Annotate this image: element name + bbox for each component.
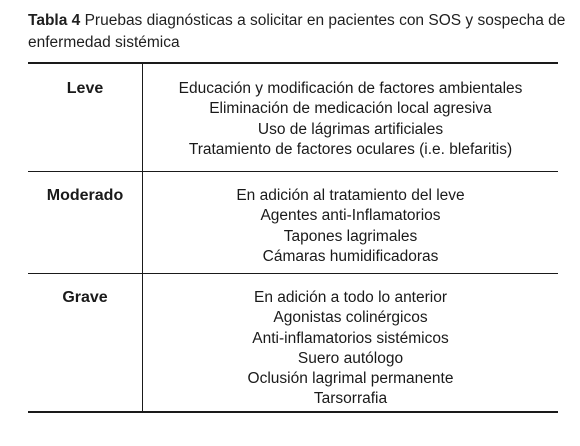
severity-label: Grave (62, 289, 108, 306)
list-item: Tratamiento de factores oculares (i.e. blefaritis) (188, 140, 513, 158)
table-row-leve (28, 64, 558, 172)
treatment-list (143, 79, 558, 160)
treatment-list (143, 288, 558, 410)
table-title: Pruebas diagnósticas a solicitar en pacientes con SOS y sospecha de enfermedad sistémica (28, 12, 566, 51)
list-item: Oclusión lagrimal permanente (247, 370, 454, 388)
list-item: Agentes anti-Inflamatorios (260, 207, 441, 225)
list-item: Anti-inflamatorios sistémicos (252, 329, 449, 347)
list-item: Tapones lagrimales (283, 227, 418, 245)
list-item: Eliminación de medicación local agresiva (209, 100, 492, 118)
list-item: Agonistas colinérgicos (273, 309, 428, 327)
list-item: Cámaras humidificadoras (262, 247, 439, 265)
table-number: Tabla 4 (28, 12, 81, 29)
list-item: Uso de lágrimas artificiales (257, 120, 444, 138)
treatment-list (143, 186, 558, 267)
table-row-moderado (28, 171, 558, 274)
list-item: Educación y modificación de factores ambientales (178, 80, 523, 97)
table-caption (28, 10, 568, 54)
list-item: Suero autólogo (297, 349, 404, 367)
severity-label: Leve (66, 80, 104, 97)
table-row-grave (28, 273, 558, 411)
list-item: Tarsorrafia (313, 390, 388, 408)
severity-label: Moderado (46, 187, 124, 204)
list-item: En adición al tratamiento del leve (236, 187, 465, 204)
treatment-table (28, 62, 558, 413)
list-item: En adición a todo lo anterior (253, 289, 448, 306)
